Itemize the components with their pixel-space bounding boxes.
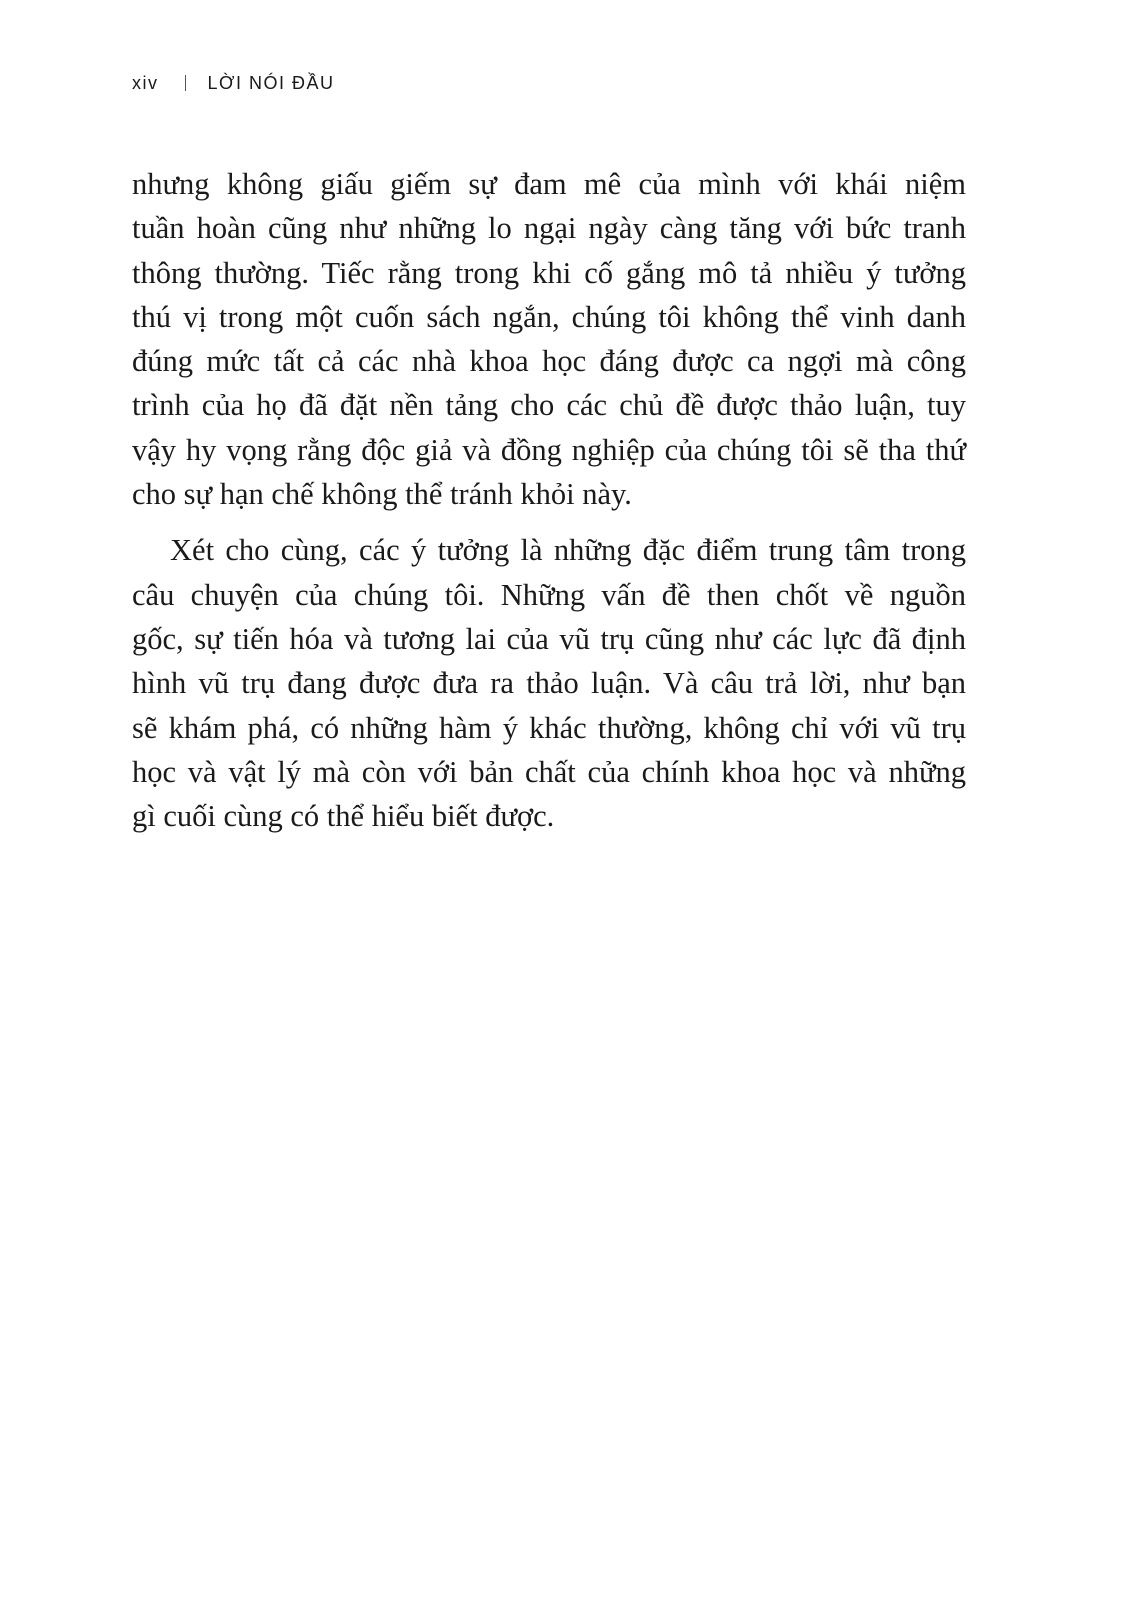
- body-text: [132, 162, 966, 838]
- page-number: xiv: [132, 72, 159, 93]
- text-line: cho sự hạn chế không thể tránh khỏi này.: [132, 477, 632, 512]
- text-line: gì cuối cùng có thể hiểu biết được.: [132, 799, 555, 834]
- running-head: [132, 70, 334, 96]
- text-line: trình của họ đã đặt nền tảng cho các chủ đề được thảo luận, tuy: [132, 388, 966, 423]
- text-line: sẽ khám phá, có những hàm ý khác thường, không chỉ với vũ trụ: [132, 710, 966, 745]
- text-line: học và vật lý mà còn với bản chất của chính khoa học và những: [132, 754, 966, 789]
- paragraph: [132, 162, 966, 516]
- text-line: câu chuyện của chúng tôi. Những vấn đề then chốt về nguồn: [132, 577, 966, 612]
- text-line: thông thường. Tiếc rằng trong khi cố gắng mô tả nhiều ý tưởng: [132, 255, 966, 290]
- text-line: gốc, sự tiến hóa và tương lai của vũ trụ cũng như các lực đã định: [132, 621, 966, 656]
- paragraph: [132, 528, 966, 838]
- text-line: vậy hy vọng rằng độc giả và đồng nghiệp của chúng tôi sẽ tha thứ: [132, 432, 966, 467]
- text-line: hình vũ trụ đang được đưa ra thảo luận. Và câu trả lời, như bạn: [132, 666, 966, 701]
- paragraph-spacing: [132, 516, 966, 528]
- text-line: đúng mức tất cả các nhà khoa học đáng được ca ngợi mà công: [132, 344, 966, 379]
- text-line: Xét cho cùng, các ý tưởng là những đặc điểm trung tâm trong: [170, 533, 966, 568]
- text-line: nhưng không giấu giếm sự đam mê của mình với khái niệm: [132, 167, 966, 201]
- header-divider: [185, 75, 186, 91]
- text-line: thú vị trong một cuốn sách ngắn, chúng tôi không thể vinh danh: [132, 299, 966, 334]
- section-title: LỜI NÓI ĐẦU: [207, 72, 335, 93]
- text-line: tuần hoàn cũng như những lo ngại ngày càng tăng với bức tranh: [132, 211, 966, 246]
